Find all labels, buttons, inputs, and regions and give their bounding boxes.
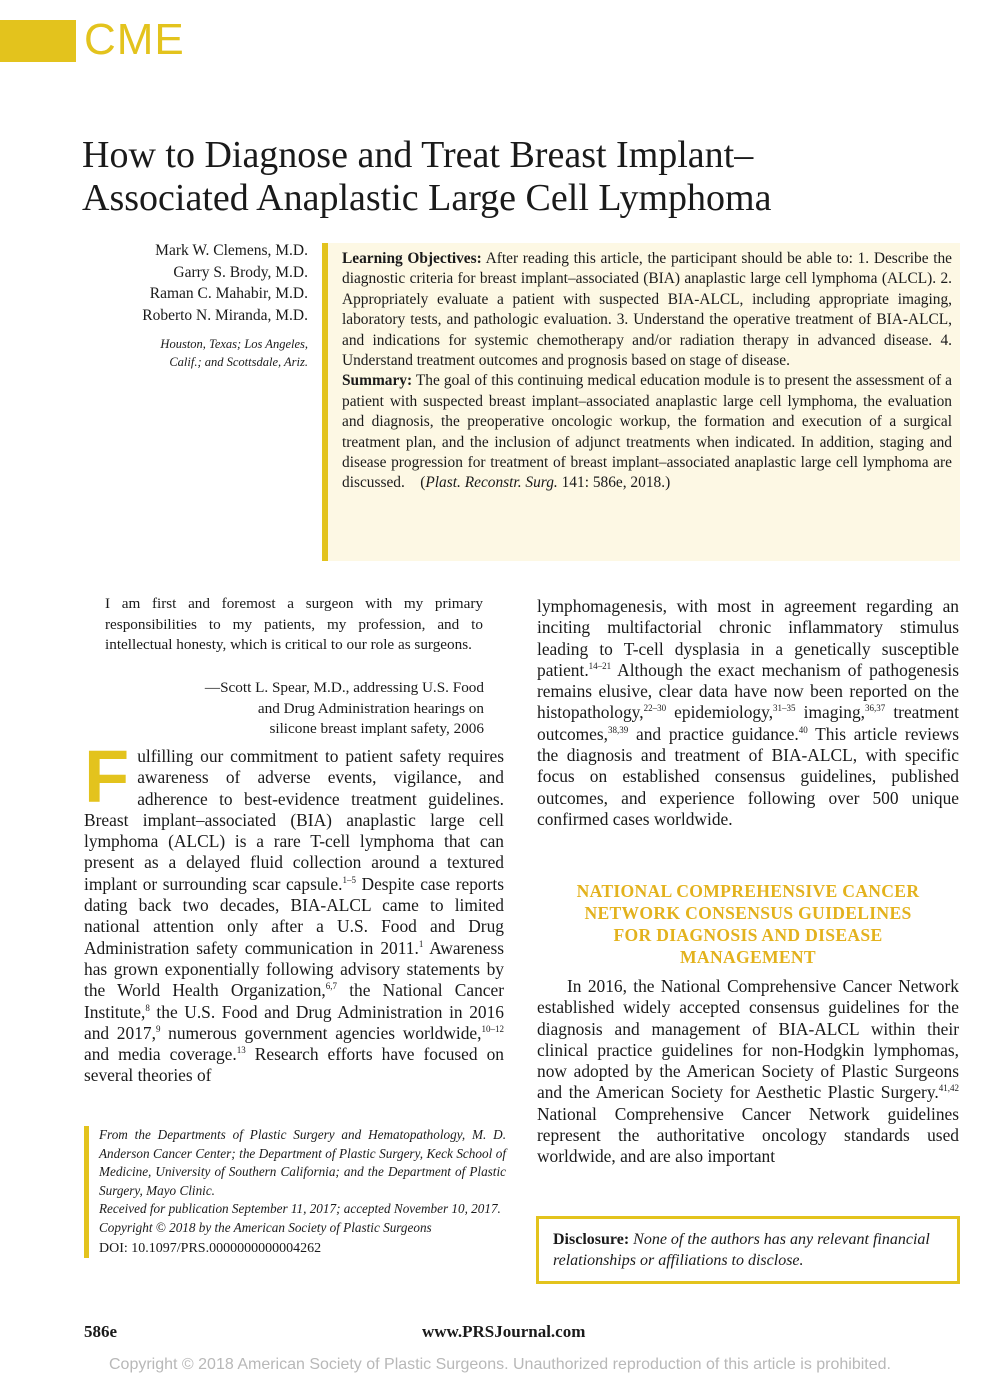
reference-citation[interactable]: 22–30 (643, 703, 667, 714)
text-run: and practice guidance. (628, 723, 799, 744)
reference-citation[interactable]: 8 (145, 1002, 150, 1013)
text-run: Although the exact mechanism of pathogenesis remains elusive, clear data have now been reported on the histopathology, (537, 659, 959, 723)
footnote-copyright: Copyright © 2018 by the American Society of Plastic Surgeons (99, 1219, 432, 1235)
disclosure-box (536, 1216, 960, 1284)
reference-citation[interactable]: 1–5 (342, 874, 356, 885)
text-run: This article reviews the diagnosis and treatment of BIA-ALCL, with specific focus on established consensus guidelines, published outcomes, and experience following over 500 unique confirmed cases worldwide. (537, 723, 959, 829)
article-title (82, 134, 962, 220)
citation-journal: Plast. Reconstr. Surg. (425, 474, 558, 492)
copyright-notice: Copyright © 2018 American Society of Plastic Surgeons. Unauthorized reproduction of this article is prohibited. (109, 1356, 891, 1373)
reference-citation[interactable]: 13 (236, 1045, 246, 1056)
text-run: Despite case reports dating back two decades, BIA-ALCL came to limited national attention only after a U.S. Food and Drug Administration safety communication in 2011. (84, 873, 504, 958)
summary-text: The goal of this continuing medical education module is to present the assessment of a patient with suspected breast implant–associated anaplastic large cell lymphoma, the evaluation and diagnosis, the preoperative oncologic workup, the formation and execution of a surgical treatment plan, and the inclusion of adjunct treatments when indicated. In addition, staging and disease progression for treatment of breast implant–associated anaplastic large cell lymphoma are discussed. (342, 372, 952, 492)
reference-citation[interactable]: 6,7 (325, 981, 338, 992)
text-run: National Comprehensive Cancer Network guidelines represent the authoritative oncology standards used worldwide, and are also important (537, 1103, 959, 1167)
heading-line: NATIONAL COMPREHENSIVE CANCER (576, 881, 920, 901)
summary (342, 371, 952, 493)
text-run: epidemiology, (666, 702, 774, 723)
epigraph-quote: I am first and foremost a surgeon with my primary responsibilities to my patients, my profession, and to intellectual honesty, which is critical to our role as surgeons. (105, 595, 483, 654)
reference-citation[interactable]: 38,39 (608, 724, 629, 735)
objectives-label: Learning Objectives: (342, 250, 482, 267)
text-run: Awareness has grown exponentially following advisory statements by the World Health Organization, (84, 937, 504, 1001)
section-label: CME (84, 15, 185, 64)
text-run: the National Cancer Institute, (84, 980, 504, 1022)
disclosure-label: Disclosure: (553, 1231, 630, 1248)
reference-citation[interactable]: 10–12 (481, 1024, 504, 1035)
text-run: lymphomagenesis, with most in agreement regarding an inciting multifactorial chronic inflammatory stimulus leading to T-cell dysplasia in a genetically susceptible patient. (537, 596, 959, 680)
body-text-right (537, 596, 959, 830)
text-run: In 2016, the National Comprehensive Cancer Network established widely accepted consensus guidelines for the diagnosis and management of BIA-ALCL within their clinical practice guidelines for non-Hodgkin lymphomas, now adopted by the American Society of Plastic Surgeons and the American Society for Aesthetic Plastic Surgery. (537, 976, 959, 1103)
text-run: Research efforts have focused on several theories of (84, 1044, 504, 1086)
heading-line: FOR DIAGNOSIS AND DISEASE (613, 925, 883, 945)
body-text-right-2 (537, 976, 959, 1168)
section-heading (537, 880, 959, 968)
cme-accent-bar (0, 20, 76, 62)
title-line: Associated Anaplastic Large Cell Lymphoma (82, 177, 772, 219)
author-name: Mark W. Clemens, M.D. (155, 242, 308, 259)
article-footnote (84, 1126, 506, 1258)
text-run: numerous government agencies worldwide, (160, 1022, 482, 1043)
attribution-line: silicone breast implant safety, 2006 (269, 720, 484, 738)
drop-cap: F (84, 735, 130, 818)
objectives-text: After reading this article, the participant should be able to: 1. Describe the diagnostic criteria for breast implant–associated (BIA) anaplastic large cell lymphoma (ALCL). 2. Appropriately evaluate a patient with suspected BIA-ALCL, including appropriate imaging, laboratory tests, and pathologic evaluation. 3. Understand the operative treatment of BIA-ALCL, and indications for systemic chemotherapy and/or radiation therapy in advanced disease. 4. Understand treatment outcomes and prognosis based on stage of disease. (342, 250, 953, 370)
author-name: Garry S. Brody, M.D. (173, 263, 308, 281)
footnote-received: Received for publication September 11, 2017; accepted November 10, 2017. (99, 1201, 501, 1217)
attribution-line: —Scott L. Spear, M.D., addressing U.S. Food (204, 679, 484, 696)
reference-citation[interactable]: 9 (155, 1024, 161, 1035)
reference-citation[interactable]: 40 (798, 724, 808, 735)
page-number: 586e (84, 1322, 118, 1341)
text-run: imaging, (795, 702, 865, 723)
footnote-departments: From the Departments of Plastic Surgery and Hematopathology, M. D. Anderson Cancer Center; the Department of Plastic Surgery, Keck School of Medicine, University of Southern California; and the Department of Plastic Surgery, Mayo Clinic. (99, 1127, 506, 1198)
affiliation-line: Calif.; and Scottsdale, Ariz. (169, 354, 308, 369)
paragraph (537, 596, 959, 830)
heading-line: NETWORK CONSENSUS GUIDELINES (584, 903, 912, 923)
author-name: Roberto N. Miranda, M.D. (142, 306, 308, 324)
text-run: treatment outcomes, (537, 702, 959, 744)
reference-citation[interactable]: 1 (418, 938, 424, 949)
reference-citation[interactable]: 36,37 (864, 703, 886, 714)
disclosure-text: None of the authors has any relevant financial relationships or affiliations to disclose. (553, 1231, 930, 1269)
reference-citation[interactable]: 14–21 (588, 661, 612, 672)
reference-citation[interactable]: 31–35 (773, 703, 796, 714)
doi[interactable]: DOI: 10.1097/PRS.0000000000004262 (99, 1240, 322, 1256)
summary-label: Summary: (342, 372, 413, 390)
journal-url-link[interactable]: www.PRSJournal.com (422, 1322, 586, 1341)
learning-objectives (342, 249, 952, 371)
author-name: Raman C. Mahabir, M.D. (149, 285, 308, 302)
citation-open: ( (420, 474, 426, 492)
author-list (142, 240, 308, 326)
paragraph (537, 976, 959, 1168)
intro-paragraph (84, 735, 504, 1087)
text-run: and media coverage. (84, 1044, 237, 1065)
text-run: the U.S. Food and Drug Administration in 2016 and 2017, (84, 1001, 504, 1043)
text-run: ulfilling our commitment to patient safety requires awareness of adverse events, vigilance, and adherence to best-evidence treatment guidelines. Breast implant–associated (BIA) anaplastic large cell lymphoma (ALCL) is a rare T-cell lymphoma that can present as a delayed fluid collection around a textured implant or surrounding scar capsule. (84, 746, 504, 894)
reference-citation[interactable]: 41,42 (938, 1083, 959, 1094)
abstract-box (322, 243, 960, 561)
attribution-line: and Drug Administration hearings on (257, 699, 484, 717)
citation-rest: 141: 586e, 2018.) (557, 474, 671, 492)
heading-line: MANAGEMENT (680, 947, 816, 967)
author-affiliation (160, 336, 308, 371)
affiliation-line: Houston, Texas; Los Angeles, (160, 337, 308, 351)
body-text-left (84, 735, 504, 1087)
title-line: How to Diagnose and Treat Breast Implant– (82, 134, 754, 176)
epigraph-attribution (205, 678, 484, 740)
